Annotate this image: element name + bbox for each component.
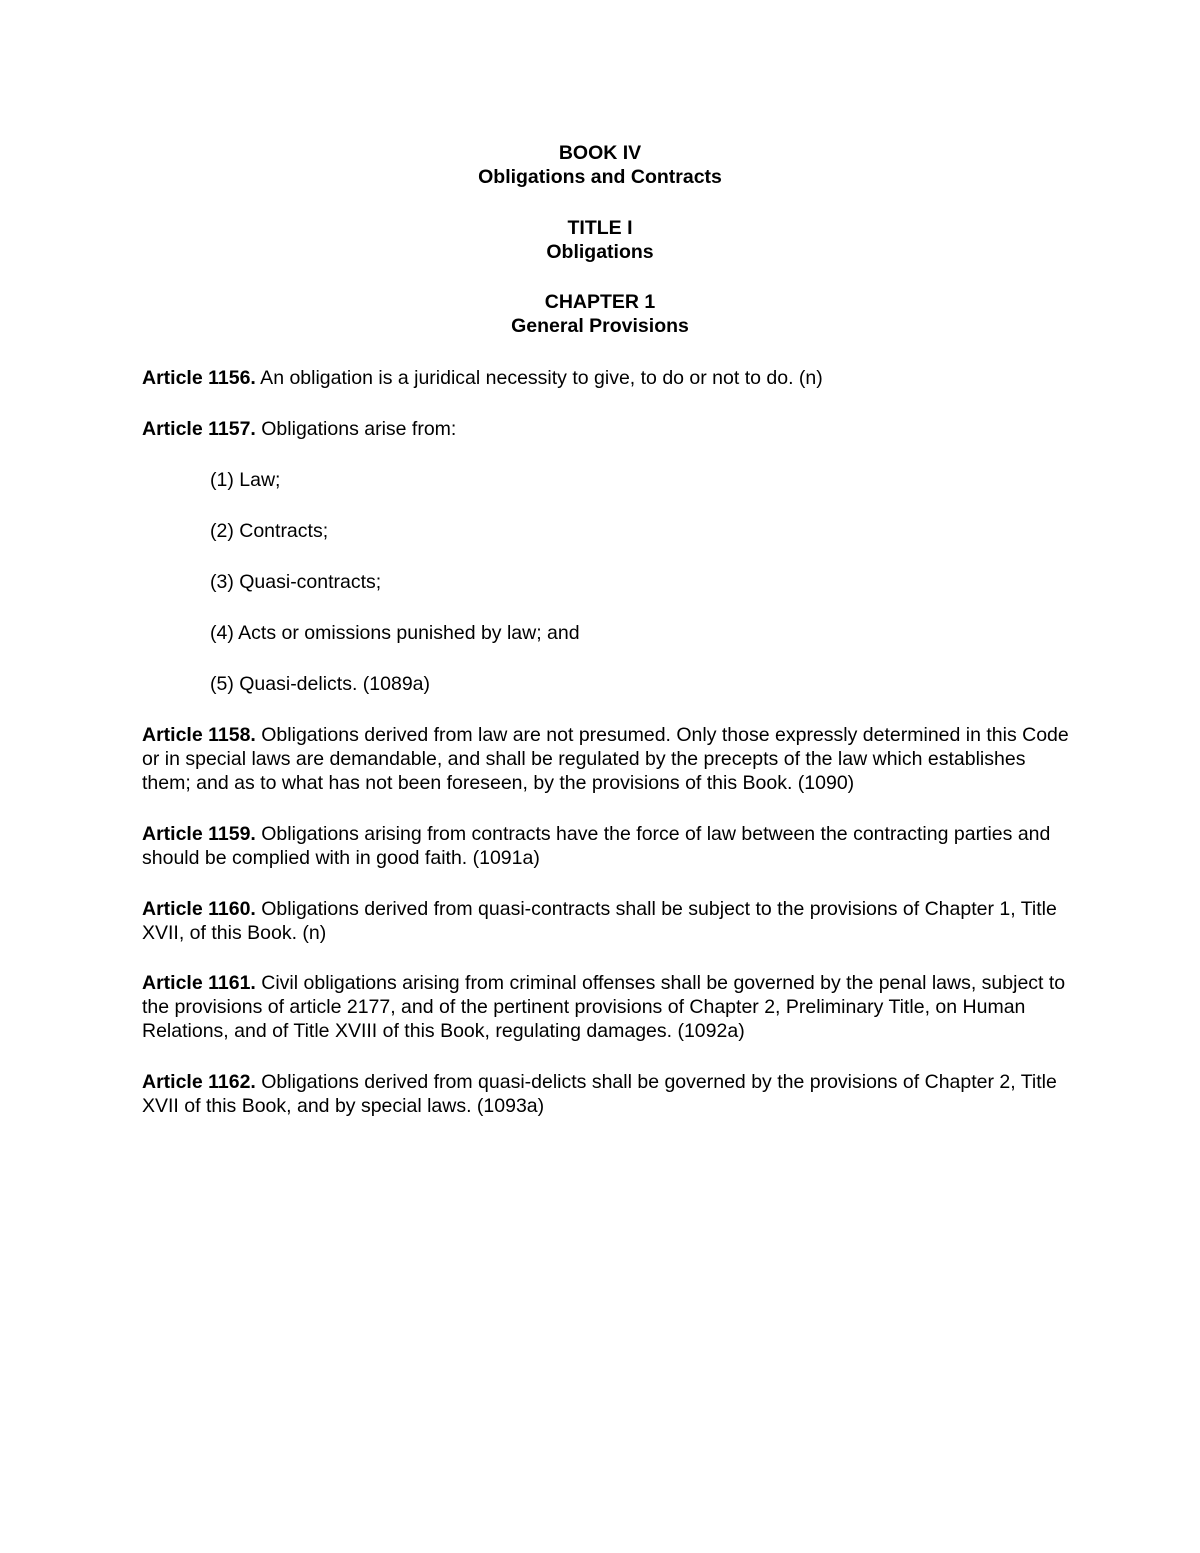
chapter-subtitle: General Provisions: [511, 315, 689, 337]
list-item: (4) Acts or omissions punished by law; and: [210, 622, 580, 644]
book-heading: [0, 141, 1200, 189]
article-text: Obligations arise from:: [255, 418, 457, 440]
list-item: (1) Law;: [210, 469, 281, 491]
article-label: Article 1160.: [142, 898, 256, 920]
list-item: (2) Contracts;: [210, 520, 329, 542]
article-1157: [142, 417, 1072, 441]
article-label: Article 1162.: [142, 1071, 256, 1093]
title-label: TITLE I: [567, 217, 633, 239]
article-text: Civil obligations arising from criminal offenses shall be governed by the penal laws, subject to the provisions of article 2177, and of the pertinent provisions of Chapter 2, Preliminary Title, on Human Relations, and of Title XVIII of this Book, regulating damages. (1092a): [142, 972, 1066, 1042]
article-1156: [142, 366, 1072, 390]
chapter-label: CHAPTER 1: [544, 291, 656, 313]
article-1159: [142, 822, 1072, 870]
article-1160: [142, 897, 1072, 945]
article-label: Article 1158.: [142, 724, 256, 746]
article-text: Obligations derived from quasi-contracts shall be subject to the provisions of Chapter 1, Title XVII, of this Book. (n): [142, 898, 1057, 944]
title-heading: [0, 216, 1200, 264]
list-item: (3) Quasi-contracts;: [210, 571, 382, 593]
article-label: Article 1157.: [142, 418, 256, 440]
article-1162: [142, 1070, 1072, 1118]
article-label: Article 1159.: [142, 823, 256, 845]
title-subtitle: Obligations: [546, 241, 654, 263]
chapter-heading: [0, 290, 1200, 338]
article-text: Obligations derived from law are not presumed. Only those expressly determined in this Code or in special laws are demandable, and shall be regulated by the precepts of the law which establishes them; and as to what has not been foreseen, by the provisions of this Book. (1090): [142, 724, 1069, 794]
article-1158: [142, 723, 1072, 795]
article-text: An obligation is a juridical necessity to give, to do or not to do. (n): [255, 367, 823, 389]
article-label: Article 1156.: [142, 367, 256, 389]
article-label: Article 1161.: [142, 972, 256, 994]
book-subtitle: Obligations and Contracts: [478, 166, 722, 188]
article-1161: [142, 971, 1072, 1043]
article-text: Obligations derived from quasi-delicts shall be governed by the provisions of Chapter 2, Title XVII of this Book, and by special laws. (1093a): [142, 1071, 1057, 1117]
article-text: Obligations arising from contracts have the force of law between the contracting parties and should be complied with in good faith. (1091a): [142, 823, 1051, 869]
book-label: BOOK IV: [558, 142, 642, 164]
list-item: (5) Quasi-delicts. (1089a): [210, 673, 431, 695]
